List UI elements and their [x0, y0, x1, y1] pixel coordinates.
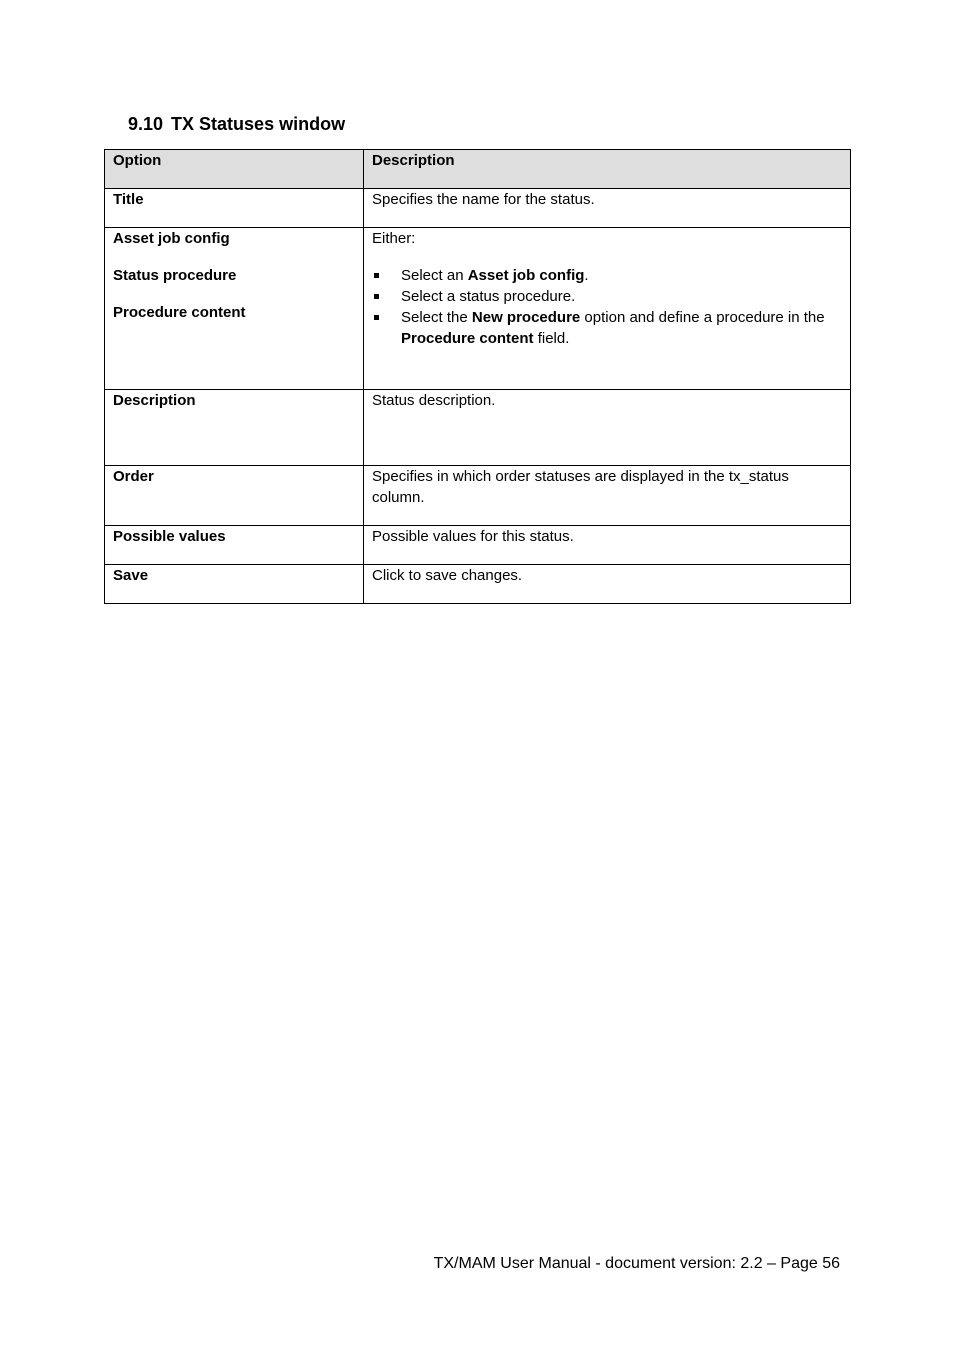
- bullet-text: Select a status procedure.: [401, 288, 576, 305]
- option-possible-values: Possible values: [105, 526, 364, 565]
- table-row: [105, 565, 851, 604]
- description-title: Specifies the name for the status.: [364, 189, 851, 228]
- option-description: Description: [105, 390, 364, 466]
- table-header-row: [105, 150, 851, 189]
- section-number: 9.10: [128, 114, 164, 134]
- description-possible-values: Possible values for this status.: [364, 526, 851, 565]
- bullet-text: Select the: [401, 309, 472, 326]
- bullet-bold-2: Procedure content: [401, 330, 534, 347]
- bullet-text-end: field.: [533, 330, 570, 347]
- header-description: Description: [364, 150, 851, 189]
- bullet-text-mid: option and define a procedure in the: [580, 309, 825, 326]
- table-row: [105, 228, 851, 390]
- description-intro: Either:: [372, 230, 416, 247]
- bullet-list: [372, 265, 842, 349]
- table-row: [105, 466, 851, 526]
- option-title: Title: [105, 189, 364, 228]
- list-item: [372, 286, 842, 307]
- list-item: [372, 307, 842, 349]
- bullet-bold: New procedure: [471, 309, 581, 326]
- option-cell-procedure: [105, 228, 364, 390]
- option-asset-job-config: Asset job config: [113, 230, 230, 247]
- description-description: Status description.: [364, 390, 851, 466]
- table-row: [105, 390, 851, 466]
- table-row: [105, 526, 851, 565]
- bullet-text: Select an: [401, 267, 468, 284]
- table-row: [105, 189, 851, 228]
- page-footer: TX/MAM User Manual - document version: 2.2 – Page 56: [433, 1255, 840, 1272]
- header-option: Option: [105, 150, 364, 189]
- section-heading: [128, 114, 345, 135]
- list-item: [372, 265, 842, 286]
- options-table: [104, 149, 851, 604]
- option-save: Save: [105, 565, 364, 604]
- option-procedure-content: Procedure content: [113, 304, 246, 321]
- description-procedure: [364, 228, 851, 390]
- description-save: Click to save changes.: [364, 565, 851, 604]
- bullet-bold: Asset job config: [467, 267, 585, 284]
- option-status-procedure: Status procedure: [113, 267, 237, 284]
- bullet-text-end: .: [584, 267, 589, 284]
- section-title: TX Statuses window: [171, 114, 346, 134]
- option-order: Order: [105, 466, 364, 526]
- description-order: Specifies in which order statuses are displayed in the tx_status column.: [364, 466, 851, 526]
